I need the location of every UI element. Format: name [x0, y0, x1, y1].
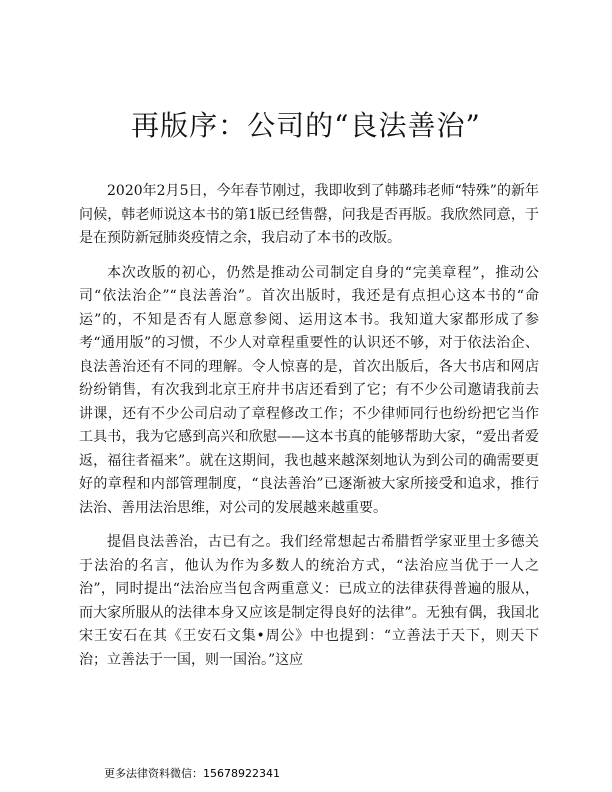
page-title: 再版序：公司的“良法善治” [131, 109, 481, 142]
paragraph-2: 本次改版的初心，仍然是推动公司制定自身的“完美章程”，推动公司“依法治企”“良法善治”。首次出版时，我还是有点担心这本书的“命运”的，不知是否有人愿意参阅、运用这本书。我知道大家都形成了参考“通用版”的习惯，不少人对章程重要性的认识还不够，对于依法治企、良法善治还有不同的理解。令人惊喜的是，首次出版后，各大书店和网店纷纷销售，有次我到北京王府井书店还看到了它；有不少公司邀请我前去讲课，还有不少公司启动了章程修改工作；不少律师同行也纷纷把它当作工具书，我为它感到高兴和欣慰——这本书真的能够帮助大家，“爱出者爱返，福往者福来”。就在这期间，我也越来越深刻地认为到公司的确需要更好的章程和内部管理制度，“良法善治”已逐渐被大家所接受和追求，推行法治、善用法治思维，对公司的发展越来越重要。 [79, 264, 539, 516]
paragraph-3: 提倡良法善治，古已有之。我们经常想起古希腊哲学家亚里士多德关于法治的名言，他认为作为多数人的统治方式，“法治应当优于一人之治”，同时提出“法治应当包含两重意义：已成立的法律获得普遍的服从，而大家所服从的法律本身又应该是制定得良好的法律”。无独有偶，我国北宋王安石在其《王安石文集•周公》中也提到：“立善法于天下，则天下治；立善法于一国，则一国治。”这应 [79, 534, 539, 668]
body-text [79, 180, 539, 683]
paragraph-1: 2020年2月5日，今年春节刚过，我即收到了韩璐玮老师“特殊”的新年问候，韩老师说这本书的第1版已经售罄，问我是否再版。我欣然同意，于是在预防新冠肺炎疫情之余，我启动了本书的改版。 [79, 183, 539, 246]
footer-contact: 更多法律资料微信：15678922341 [104, 767, 280, 780]
